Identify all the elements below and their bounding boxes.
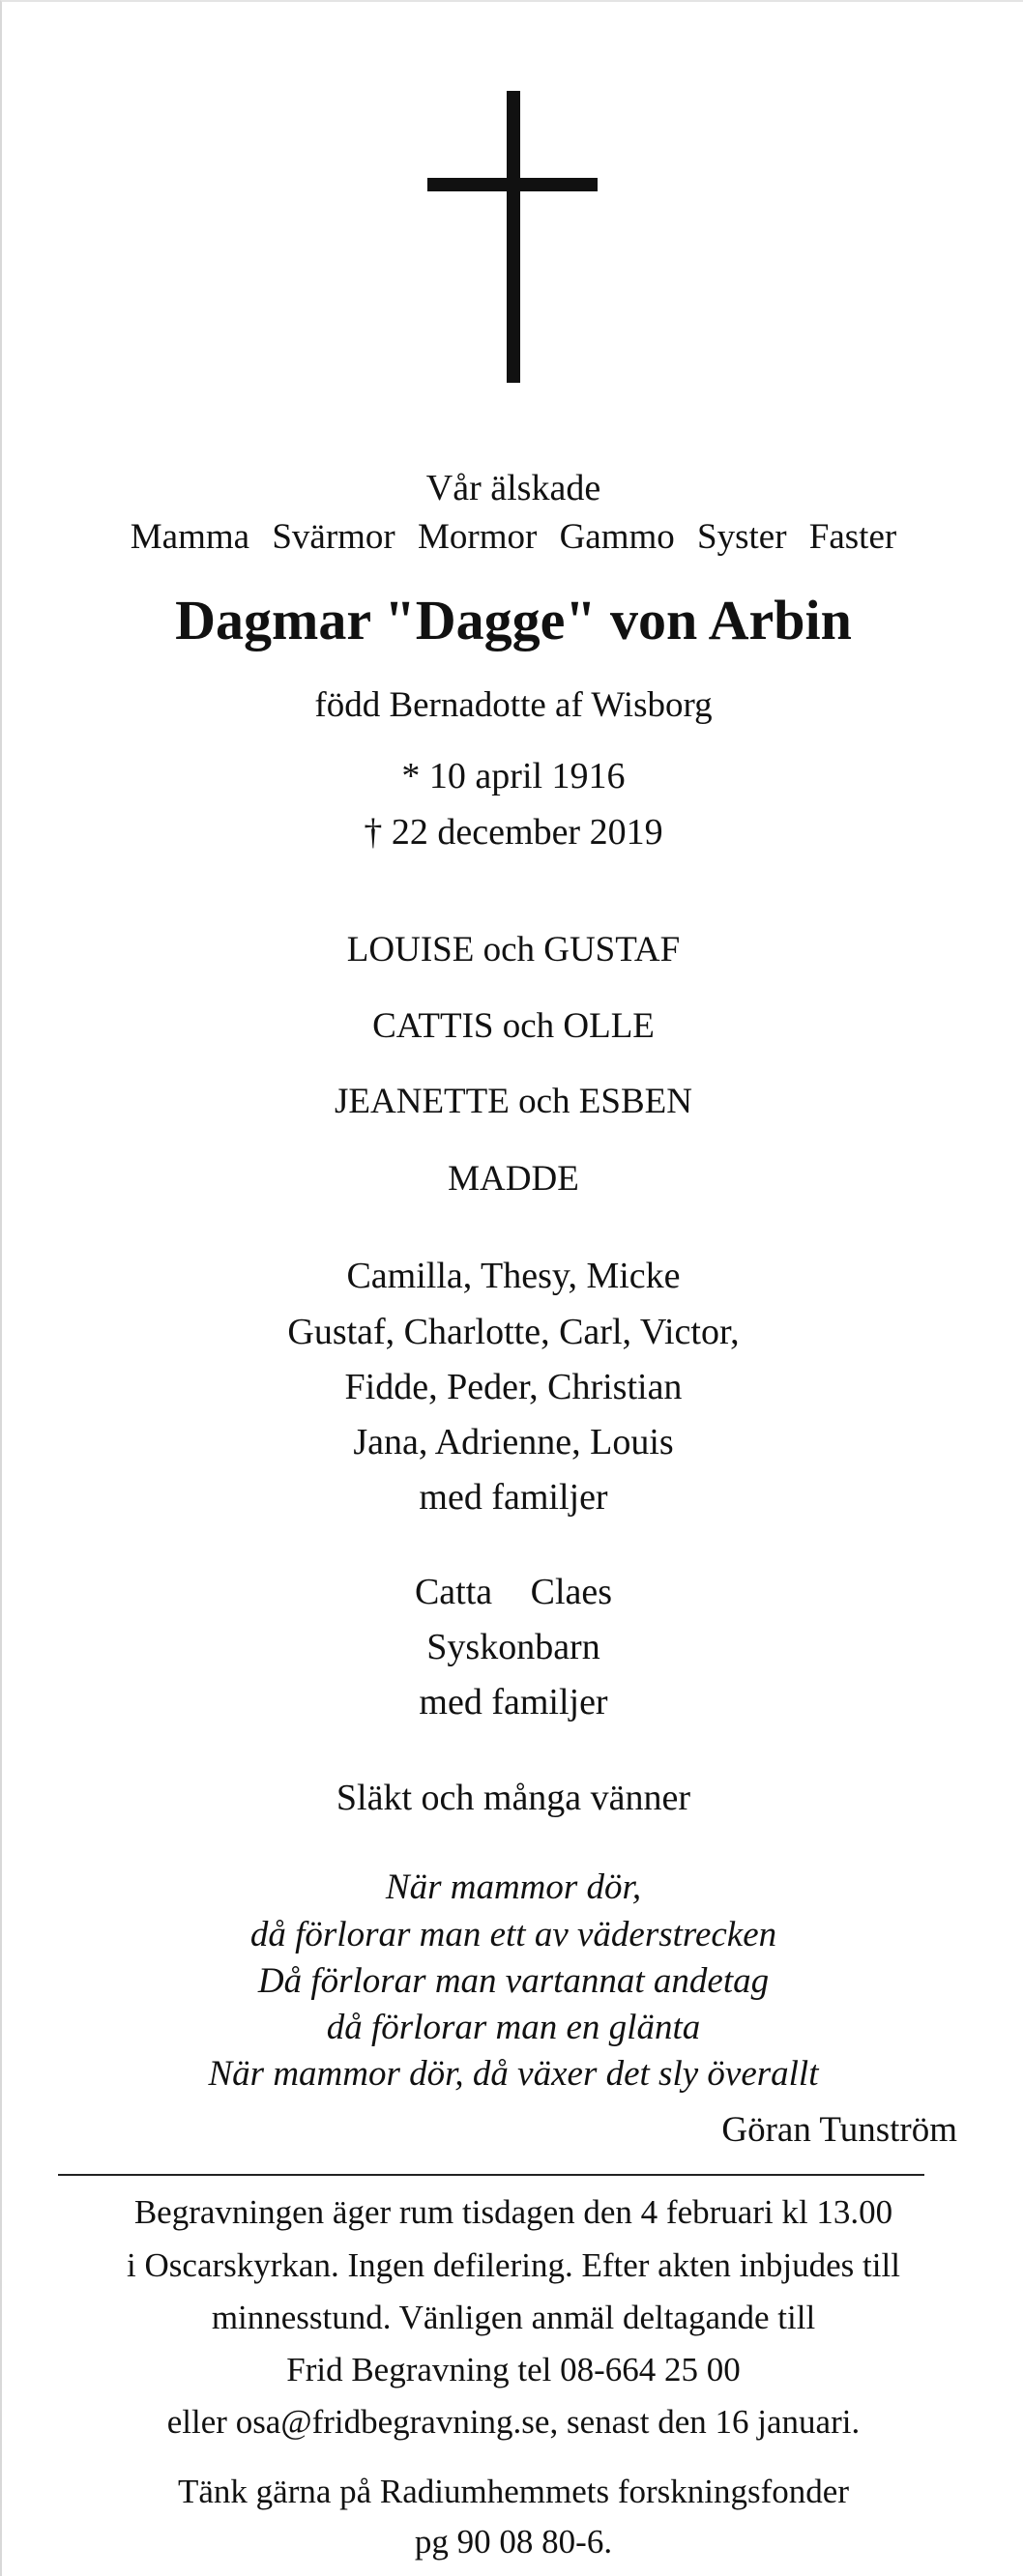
siblings-line: Syskonbarn (426, 1627, 600, 1667)
children-line: MADDE (448, 1159, 579, 1199)
birth-name: född Bernadotte af Wisborg (314, 685, 713, 725)
birth-date: * 10 april 1916 (401, 756, 626, 796)
grandchildren-line: Fidde, Peder, Christian (344, 1367, 683, 1407)
siblings-line: med familjer (419, 1682, 608, 1722)
deceased-name: Dagmar "Dagge" von Arbin (175, 589, 852, 651)
funeral-line: Begravningen äger rum tisdagen den 4 februari kl 13.00 (133, 2193, 893, 2231)
grandchildren-line: med familjer (419, 1477, 608, 1518)
grandchildren-line: Gustaf, Charlotte, Carl, Victor, (287, 1312, 740, 1352)
siblings-line: Catta Claes (414, 1572, 613, 1612)
poem-line: När mammor dör, (385, 1867, 642, 1907)
death-date: † 22 december 2019 (364, 812, 663, 853)
poem-line: När mammor dör, då växer det sly överallt (208, 2054, 819, 2094)
donation-line: Tänk gärna på Radiumhemmets forskningsfonder (178, 2473, 849, 2510)
funeral-line: eller osa@fridbegravning.se, senast den 16 januari. (166, 2403, 861, 2441)
poem-line: då förlorar man en glänta (326, 2008, 701, 2047)
children-line: JEANETTE och ESBEN (335, 1082, 692, 1121)
funeral-line: minnesstund. Vänligen anmäl deltagande till (211, 2299, 816, 2336)
poem-line: då förlorar man ett av väderstrecken (249, 1915, 777, 1954)
grandchildren-line: Camilla, Thesy, Micke (346, 1256, 681, 1296)
children-line: CATTIS och OLLE (372, 1006, 655, 1046)
donation-line: pg 90 08 80-6. (414, 2523, 613, 2561)
cross-icon (2, 2, 1023, 408)
funeral-line: i Oscarskyrkan. Ingen defilering. Efter akten inbjudes till (127, 2246, 900, 2284)
children-line: LOUISE och GUSTAF (346, 930, 681, 970)
poem-line: Då förlorar man vartannat andetag (257, 1961, 770, 2001)
relatives-text: Släkt och många vänner (336, 1778, 691, 1818)
intro-text: Vår älskade (425, 468, 601, 508)
relations-text: Mamma Svärmor Mormor Gammo Syster Faster (130, 517, 897, 557)
grandchildren-line: Jana, Adrienne, Louis (353, 1422, 674, 1462)
funeral-line: Frid Begravning tel 08-664 25 00 (286, 2351, 741, 2388)
poem-author: Göran Tunström (721, 2110, 957, 2150)
divider (58, 2174, 924, 2176)
